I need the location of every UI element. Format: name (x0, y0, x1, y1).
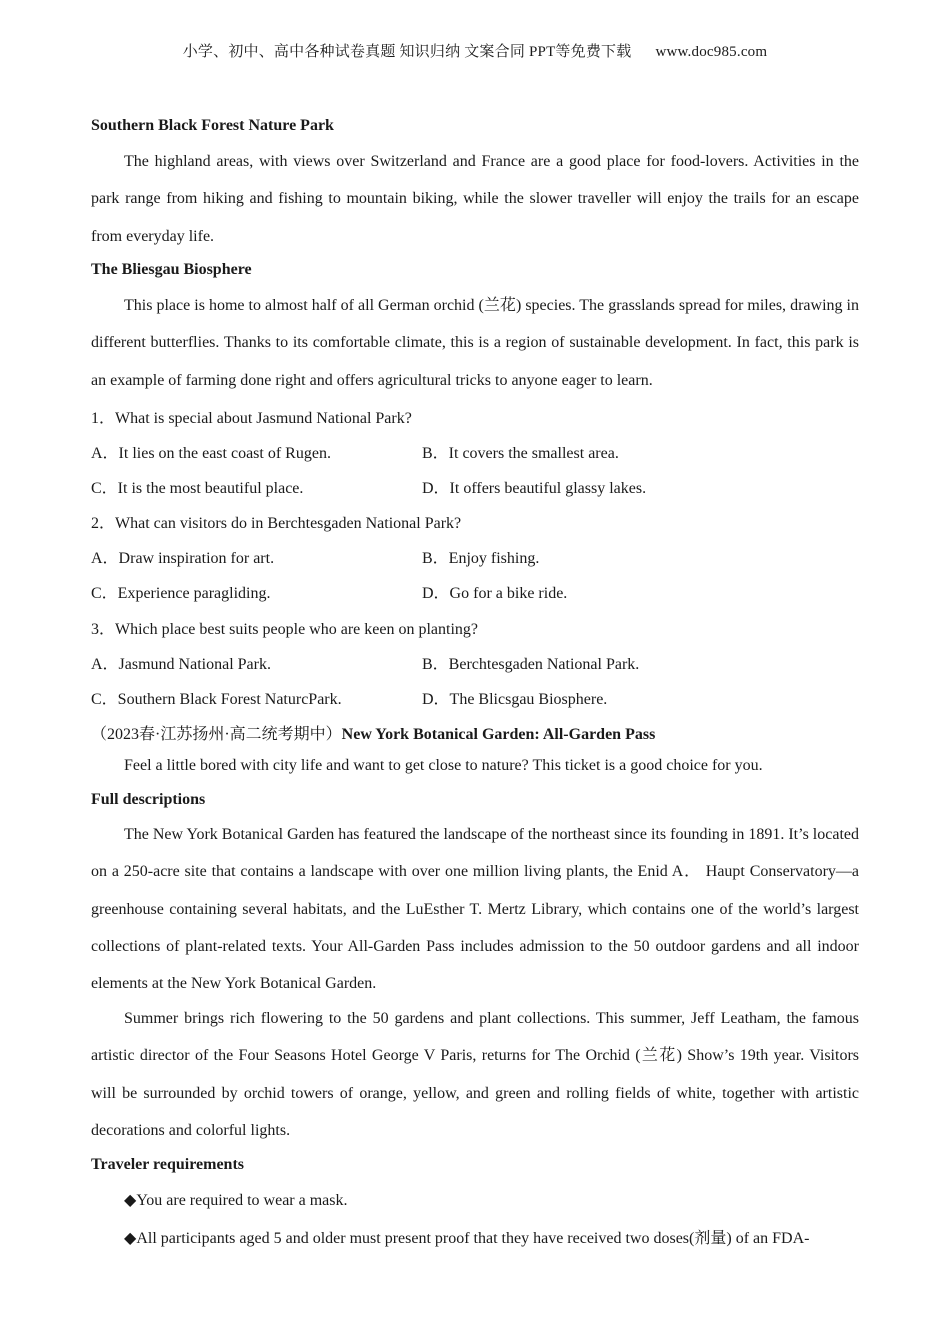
header-url[interactable]: www.doc985.com (655, 44, 768, 60)
page-header (0, 40, 950, 61)
question-3-option-d: D．The Blicsgau Biosphere. (422, 691, 608, 708)
full-descriptions-heading: Full descriptions (91, 791, 206, 808)
bullet-diamond-icon: ◆ (124, 1192, 137, 1209)
question-3-option-b: B．Berchtesgaden National Park. (422, 656, 640, 673)
requirement-item (124, 1190, 348, 1210)
passage-2-intro: Feel a little bored with city life and want to get close to nature? This ticket is a good choice for you. (124, 757, 763, 774)
traveler-requirements-heading: Traveler requirements (91, 1156, 244, 1173)
full-descriptions-paragraph-2: Summer brings rich flowering to the 50 gardens and plant collections. This summer, Jeff Leatham, the famous artistic director of the Four Seasons Hotel George V Paris, returns for The Orchid (兰花) Show’s 19th year. Visitors will be surrounded by orchid towers of orange, yellow, and green and rolling fields of white, together with artistic decorations and colorful lights. (91, 1010, 859, 1139)
requirement-text: All participants aged 5 and older must present proof that they have received two doses(剂量) of an FDA- (136, 1230, 810, 1247)
question-3-option-c: C．Southern Black Forest NaturcPark. (91, 691, 342, 708)
header-text: 小学、初中、高中各种试卷真题 知识归纳 文案合同 PPT等免费下载 (182, 44, 632, 60)
question-2-option-b: B．Enjoy fishing. (422, 550, 540, 567)
question-2: 2．What can visitors do in Berchtesgaden National Park? (91, 515, 462, 532)
requirement-item (124, 1225, 809, 1248)
question-3: 3．Which place best suits people who are keen on planting? (91, 621, 478, 638)
section-title-black-forest: Southern Black Forest Nature Park (91, 117, 334, 134)
passage-2-source: （2023春·江苏扬州·高二统考期中） (91, 726, 342, 743)
question-2-option-d: D．Go for a bike ride. (422, 585, 568, 602)
question-1-option-a: A．It lies on the east coast of Rugen. (91, 445, 331, 462)
question-1-option-c: C．It is the most beautiful place. (91, 480, 304, 497)
full-descriptions-paragraph-1: The New York Botanical Garden has featured the landscape of the northeast since its founding in 1891. It’s located on a 250-acre site that contains a landscape with over one million living plants, the Enid A． Haupt Conservatory—a greenhouse containing several habitats, and the LuEsther T. Mertz Library, which contains one of the world’s largest collections of plant-related texts. Your All-Garden Pass includes admission to the 50 outdoor gardens and all indoor elements at the New York Botanical Garden. (91, 826, 859, 993)
section-body-bliesgau: This place is home to almost half of all German orchid (兰花) species. The grasslands spread for miles, drawing in different butterflies. Thanks to its comfortable climate, this is a region of sustainable development. In fact, this park is an example of farming done right and offers agricultural tricks to anyone eager to learn. (91, 297, 859, 389)
question-1: 1．What is special about Jasmund National Park? (91, 410, 412, 427)
question-2-option-c: C．Experience paragliding. (91, 585, 271, 602)
passage-2-title: New York Botanical Garden: All-Garden Pass (341, 726, 656, 743)
section-body-black-forest: The highland areas, with views over Switzerland and France are a good place for food-lovers. Activities in the park range from hiking and fishing to mountain biking, while the slower traveller will enjoy the trails for an escape from everyday life. (91, 153, 859, 245)
bullet-diamond-icon: ◆ (124, 1230, 137, 1247)
question-3-option-a: A．Jasmund National Park. (91, 656, 271, 673)
passage-2-heading (91, 721, 859, 744)
question-2-option-a: A．Draw inspiration for art. (91, 550, 275, 567)
section-title-bliesgau: The Bliesgau Biosphere (91, 261, 252, 278)
question-1-option-d: D．It offers beautiful glassy lakes. (422, 480, 647, 497)
question-1-option-b: B．It covers the smallest area. (422, 445, 619, 462)
requirement-text: You are required to wear a mask. (136, 1192, 348, 1209)
